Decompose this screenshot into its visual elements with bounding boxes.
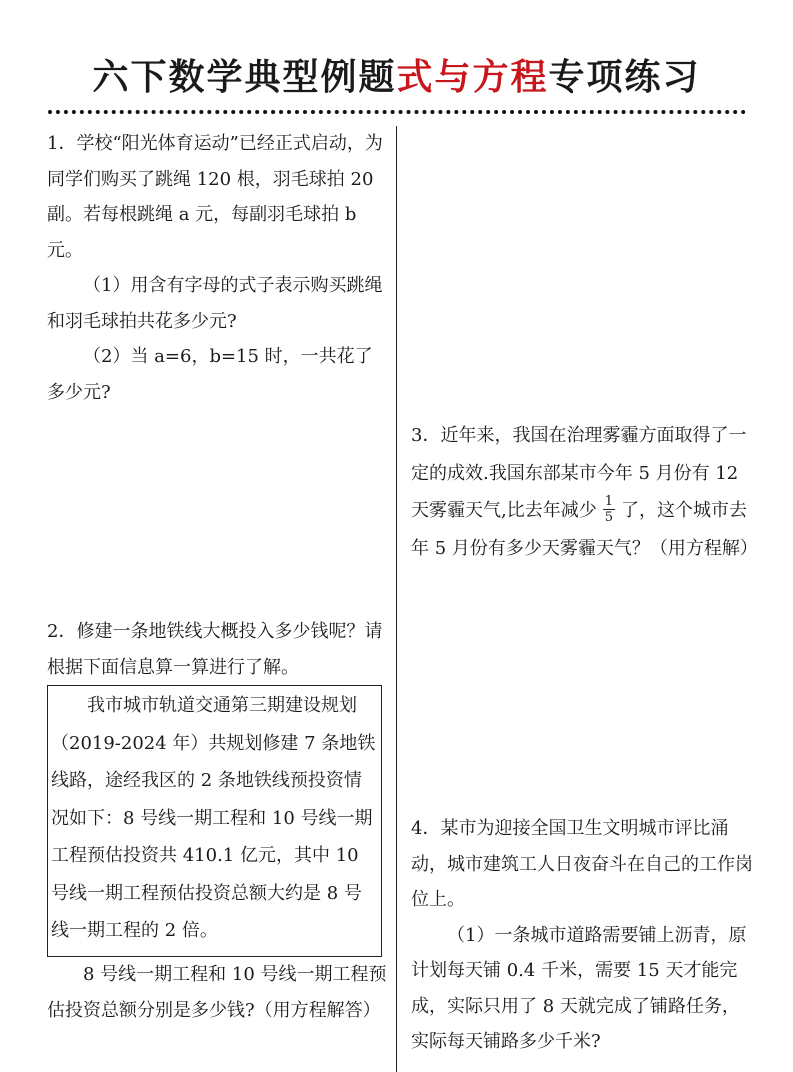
question-4-sub1: （1）一条城市道路需要铺上沥青，原计划每天铺 0.4 千米，需要 15 天才能完成，实际只用了 8 天就完成了铺路任务，实际每天铺路多少千米?	[411, 924, 747, 1052]
title-highlight: 式与方程	[396, 57, 549, 98]
column-divider	[396, 126, 397, 1072]
title-part2: 专项练习	[548, 57, 701, 98]
fraction-denominator: 5	[604, 509, 614, 525]
info-box-text: 我市城市轨道交通第三期建设规划（2019-2024 年）共规划修建 7 条地铁线路，途经我区的 2 条地铁线预投资情况如下：8 号线一期工程和 10 号线一期工程预估投资共 410.1 亿元，其中 10 号线一期工程预估投资总额大约是 8 号线一期工程的 2 倍。	[51, 695, 376, 941]
dotted-divider	[48, 110, 746, 114]
question-4	[411, 811, 753, 1060]
question-1-sub2: （2）当 a=6，b=15 时，一共花了多少元?	[47, 346, 373, 403]
question-2-ask	[47, 957, 389, 1028]
question-3-text-after: 了，这个城市去年 5 月份有多少天雾霾天气？（用方程解）	[411, 500, 758, 559]
page-title	[0, 52, 793, 104]
question-4-stem: 4．某市为迎接全国卫生文明城市评比涌动，城市建筑工人日夜奋斗在自己的工作岗位上。	[411, 818, 753, 910]
question-3-text-before: 3．近年来，我国在治理雾霾方面取得了一定的成效.我国东部某市今年 5 月份有 12 天雾霾天气,比去年减少	[411, 425, 747, 521]
fraction-numerator: 1	[604, 493, 614, 509]
question-1-sub1: （1）用含有字母的式子表示购买跳绳和羽毛球拍共花多少元?	[47, 275, 383, 332]
question-1	[47, 126, 387, 410]
question-1-stem: 1．学校“阳光体育运动”已经正式启动，为同学们购买了跳绳 120 根，羽毛球拍 20 副。若每根跳绳 a 元，每副羽毛球拍 b 元。	[47, 133, 383, 261]
fraction-one-fifth	[603, 494, 615, 525]
question-2-stem: 2．修建一条地铁线大概投入多少钱呢？请根据下面信息算一算进行了解。	[47, 621, 383, 678]
question-3	[411, 417, 757, 567]
question-2-question: 8 号线一期工程和 10 号线一期工程预估投资总额分别是多少钱?（用方程解答）	[47, 964, 387, 1021]
title-part1: 六下数学典型例题	[92, 57, 397, 98]
question-2	[47, 614, 389, 685]
info-box	[47, 685, 382, 957]
